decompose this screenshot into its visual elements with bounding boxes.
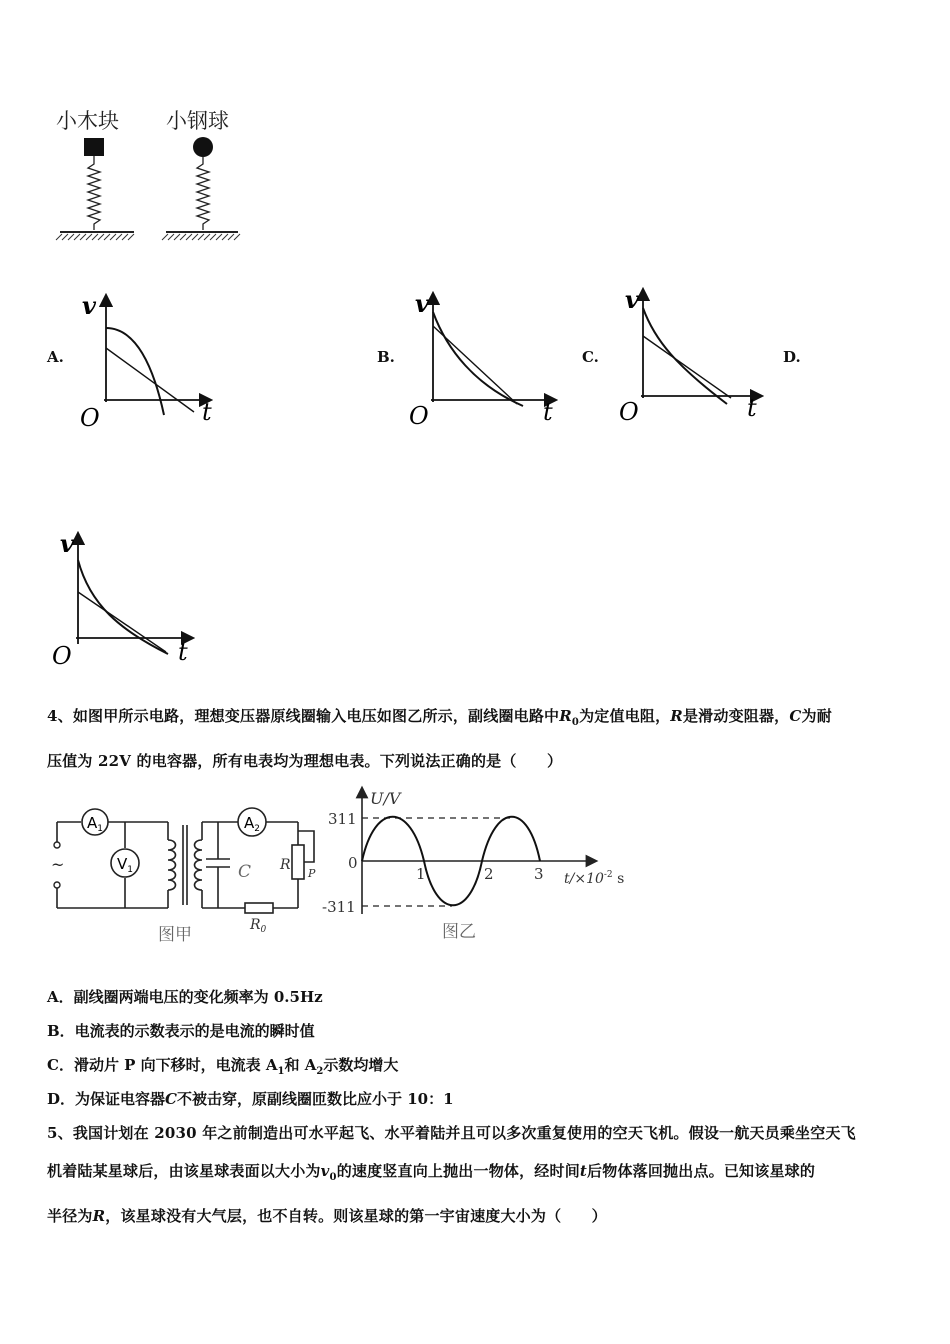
graph-y-bot: -311 xyxy=(322,898,356,916)
svg-text:A2: $A_2$ xyxy=(244,814,260,834)
circuit-caption: 图甲 xyxy=(158,925,192,945)
vt-graph-c xyxy=(615,286,765,426)
voltmeter-v1 xyxy=(111,849,139,877)
graph-ylabel: U/V xyxy=(370,789,401,808)
graph-c-ylabel: v xyxy=(625,286,639,314)
spring-figure xyxy=(50,100,250,250)
graph-tick-1: 1 xyxy=(416,865,426,883)
ac-source-icon: ~ xyxy=(51,855,65,874)
q4-line-1: 4、如图甲所示电路，理想变压器原线圈输入电压如图乙所示，副线圈电路中$R_0$为定值电阻，R是滑动变阻器，C为耐 xyxy=(47,707,832,728)
curve-d xyxy=(78,560,168,654)
q5-line-1: 5、我国计划在 2030 年之前制造出可水平起飞、水平着陆并且可以多次重复使用的空天飞机。假设一航天员乘坐空天飞 xyxy=(47,1124,856,1142)
graph-tick-3: 3 xyxy=(534,865,544,883)
q5-line-2: 机着陆某星球后，由该星球表面以大小为$v_0$的速度竖直向上抛出一物体，经时间t后物体落回抛出点。已知该星球的 xyxy=(47,1162,816,1183)
vt-graph-d xyxy=(50,530,200,670)
line-d xyxy=(78,592,166,652)
left-spring xyxy=(88,156,100,230)
graph-d-origin: O xyxy=(52,642,72,670)
q4-option-b[interactable]: B．电流表的示数表示的是电流的瞬时值 xyxy=(47,1022,315,1040)
line-c xyxy=(643,336,731,398)
curve-b xyxy=(433,312,523,406)
q4-line-2: 压值为 22V 的电容器，所有电表均为理想电表。下列说法正确的是（ ） xyxy=(47,752,563,770)
option-c-letter: C. xyxy=(582,348,599,366)
q5-line-3: 半径为R，该星球没有大气层，也不自转。则该星球的第一宇宙速度大小为（ ） xyxy=(47,1207,607,1225)
circuit-diagram xyxy=(40,795,340,950)
line-a xyxy=(106,348,194,412)
option-d-letter: D. xyxy=(783,348,801,366)
graph-b-ylabel: v xyxy=(415,290,429,318)
wood-block xyxy=(84,138,104,156)
graph-y-zero: 0 xyxy=(348,854,358,872)
ammeter-a1 xyxy=(82,809,108,835)
graph-y-top: 311 xyxy=(328,810,357,828)
q4-option-d[interactable]: D．为保证电容器C不被击穿，原副线圈匝数比应小于 10：1 xyxy=(47,1090,454,1108)
svg-text:A1: $A_1$ xyxy=(87,814,103,834)
curve-a xyxy=(106,328,164,415)
right-spring xyxy=(197,157,209,230)
capacitor-label: C xyxy=(238,862,252,882)
rheostat-label: R xyxy=(280,857,291,873)
option-b-letter: B. xyxy=(377,348,395,366)
graph-xlabel: $t/\times 10^{-2}$ s xyxy=(564,870,625,887)
steel-ball xyxy=(193,137,213,157)
line-b xyxy=(433,326,517,404)
q5-stem xyxy=(47,1114,927,1235)
q4-option-a[interactable]: A．副线圈两端电压的变化频率为 0.5Hz xyxy=(47,988,323,1006)
graph-a-xlabel: t xyxy=(202,398,212,426)
graph-c-origin: O xyxy=(619,398,639,426)
graph-d-ylabel: v xyxy=(60,530,74,558)
r0-label: $R_0$ xyxy=(250,917,267,935)
graph-tick-2: 2 xyxy=(484,865,494,883)
q4-option-c[interactable]: C．滑动片 P 向下移时，电流表 $A_1$和 $A_2$示数均增大 xyxy=(47,1056,399,1077)
option-a-letter: A. xyxy=(47,348,64,366)
curve-c xyxy=(643,308,727,404)
vt-graph-a xyxy=(76,290,226,430)
graph-b-origin: O xyxy=(409,402,429,430)
slider-p-label: P xyxy=(308,867,316,880)
vt-graph-b xyxy=(405,290,560,430)
voltage-graph xyxy=(320,782,640,947)
graph-c-xlabel: t xyxy=(747,394,757,422)
wood-block-label: 小木块 xyxy=(56,109,119,133)
q4-stem xyxy=(47,697,927,780)
svg-text:V1: $V_1$ xyxy=(117,855,133,875)
graph-a-origin: O xyxy=(80,404,100,430)
graph-b-xlabel: t xyxy=(543,398,553,426)
ammeter-a2 xyxy=(238,808,266,836)
steel-ball-label: 小钢球 xyxy=(166,109,229,133)
graph-caption: 图乙 xyxy=(442,922,476,942)
graph-d-xlabel: t xyxy=(178,638,188,666)
graph-a-ylabel: v xyxy=(82,291,96,320)
